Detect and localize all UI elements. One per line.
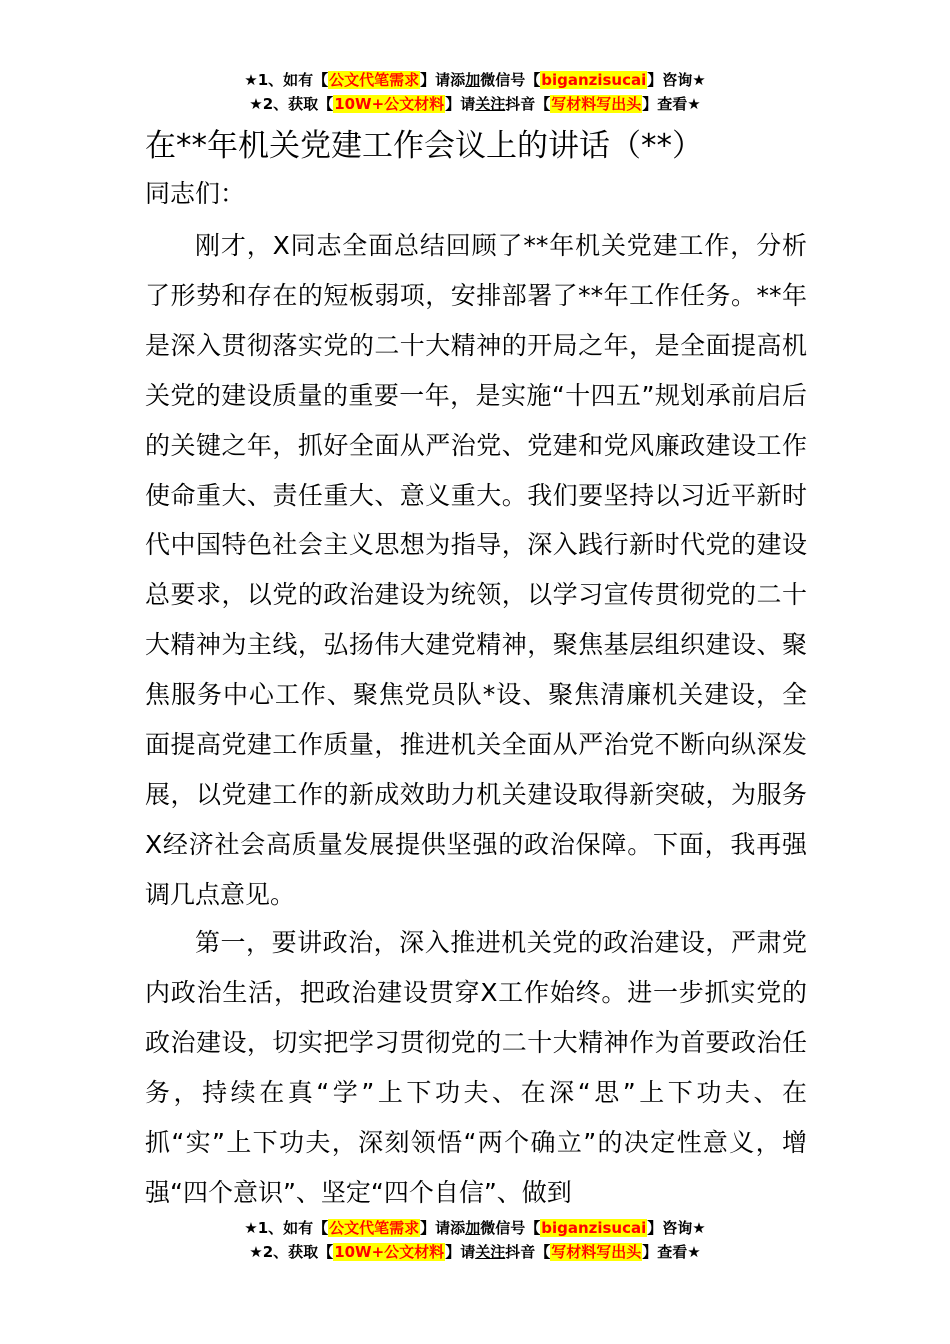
salutation: 同志们： xyxy=(145,179,246,208)
document-title: 在**年机关党建工作会议上的讲话（**） xyxy=(145,128,703,164)
banner-text: 抖音【 xyxy=(505,95,551,113)
banner-text: 】咨询★ xyxy=(647,1219,706,1237)
banner-text: 】请添 xyxy=(420,71,466,89)
banner-highlight: 写材料写出头 xyxy=(551,95,642,113)
banner-highlight: biganzisucai xyxy=(541,1219,647,1237)
banner-underlined: 关注 xyxy=(475,1243,506,1261)
banner-text: ★1、如有【 xyxy=(244,1219,329,1237)
banner-text: ★1、如有【 xyxy=(244,71,329,89)
banner-highlight: biganzisucai xyxy=(541,71,647,89)
banner-text: ★2、获取【 xyxy=(249,1243,334,1261)
banner-underlined: 加 xyxy=(465,71,481,89)
banner-text: 】请 xyxy=(445,1243,476,1261)
banner-text: 微信号【 xyxy=(480,1219,541,1237)
paragraph-2: 第一，要讲政治，深入推进机关党的政治建设，严肃党内政治生活，把政治建设贯穿X工作始终。进一步抓实党的政治建设，切实把学习贯彻党的二十大精神作为首要政治任务，持续在真“学”上下功夫、在深“思”上下功夫、在抓“实”上下功夫，深刻领悟“两个确立”的决定性意义，增强“四个意识”、坚定“四个自信”、做到 xyxy=(145,928,807,1207)
banner-text: 】查看★ xyxy=(642,1243,701,1261)
bottom-banner xyxy=(0,1216,950,1264)
banner-underlined: 关注 xyxy=(475,95,506,113)
banner-highlight: 写材料写出头 xyxy=(551,1243,642,1261)
banner-text: 】查看★ xyxy=(642,95,701,113)
banner-line-1 xyxy=(0,1216,950,1240)
banner-text: 抖音【 xyxy=(505,1243,551,1261)
banner-highlight: 公文代笔需求 xyxy=(329,71,420,89)
banner-underlined: 加 xyxy=(465,1219,481,1237)
banner-highlight: 10W+公文材料 xyxy=(334,95,445,113)
banner-text: ★2、获取【 xyxy=(249,95,334,113)
banner-text: 】请添 xyxy=(420,1219,466,1237)
banner-line-2 xyxy=(0,92,950,116)
banner-highlight: 10W+公文材料 xyxy=(334,1243,445,1261)
banner-highlight: 公文代笔需求 xyxy=(329,1219,420,1237)
banner-text: 微信号【 xyxy=(480,71,541,89)
paragraph-1: 刚才，X同志全面总结回顾了**年机关党建工作，分析了形势和存在的短板弱项，安排部署了**年工作任务。**年是深入贯彻落实党的二十大精神的开局之年，是全面提高机关党的建设质量的重要一年，是实施“十四五”规划承前启后的关键之年，抓好全面从严治党、党建和党风廉政建设工作使命重大、责任重大、意义重大。我们要坚持以习近平新时代中国特色社会主义思想为指导，深入践行新时代党的建设总要求，以党的政治建设为统领，以学习宣传贯彻党的二十大精神为主线，弘扬伟大建党精神，聚焦基层组织建设、聚焦服务中心工作、聚焦党员队*设、聚焦清廉机关建设，全面提高党建工作质量，推进机关全面从严治党不断向纵深发展，以党建工作的新成效助力机关建设取得新突破，为服务X经济社会高质量发展提供坚强的政治保障。下面，我再强调几点意见。 xyxy=(145,231,807,909)
banner-text: 】咨询★ xyxy=(647,71,706,89)
top-banner xyxy=(0,68,950,116)
banner-line-1 xyxy=(0,68,950,92)
banner-line-2 xyxy=(0,1240,950,1264)
banner-text: 】请 xyxy=(445,95,476,113)
